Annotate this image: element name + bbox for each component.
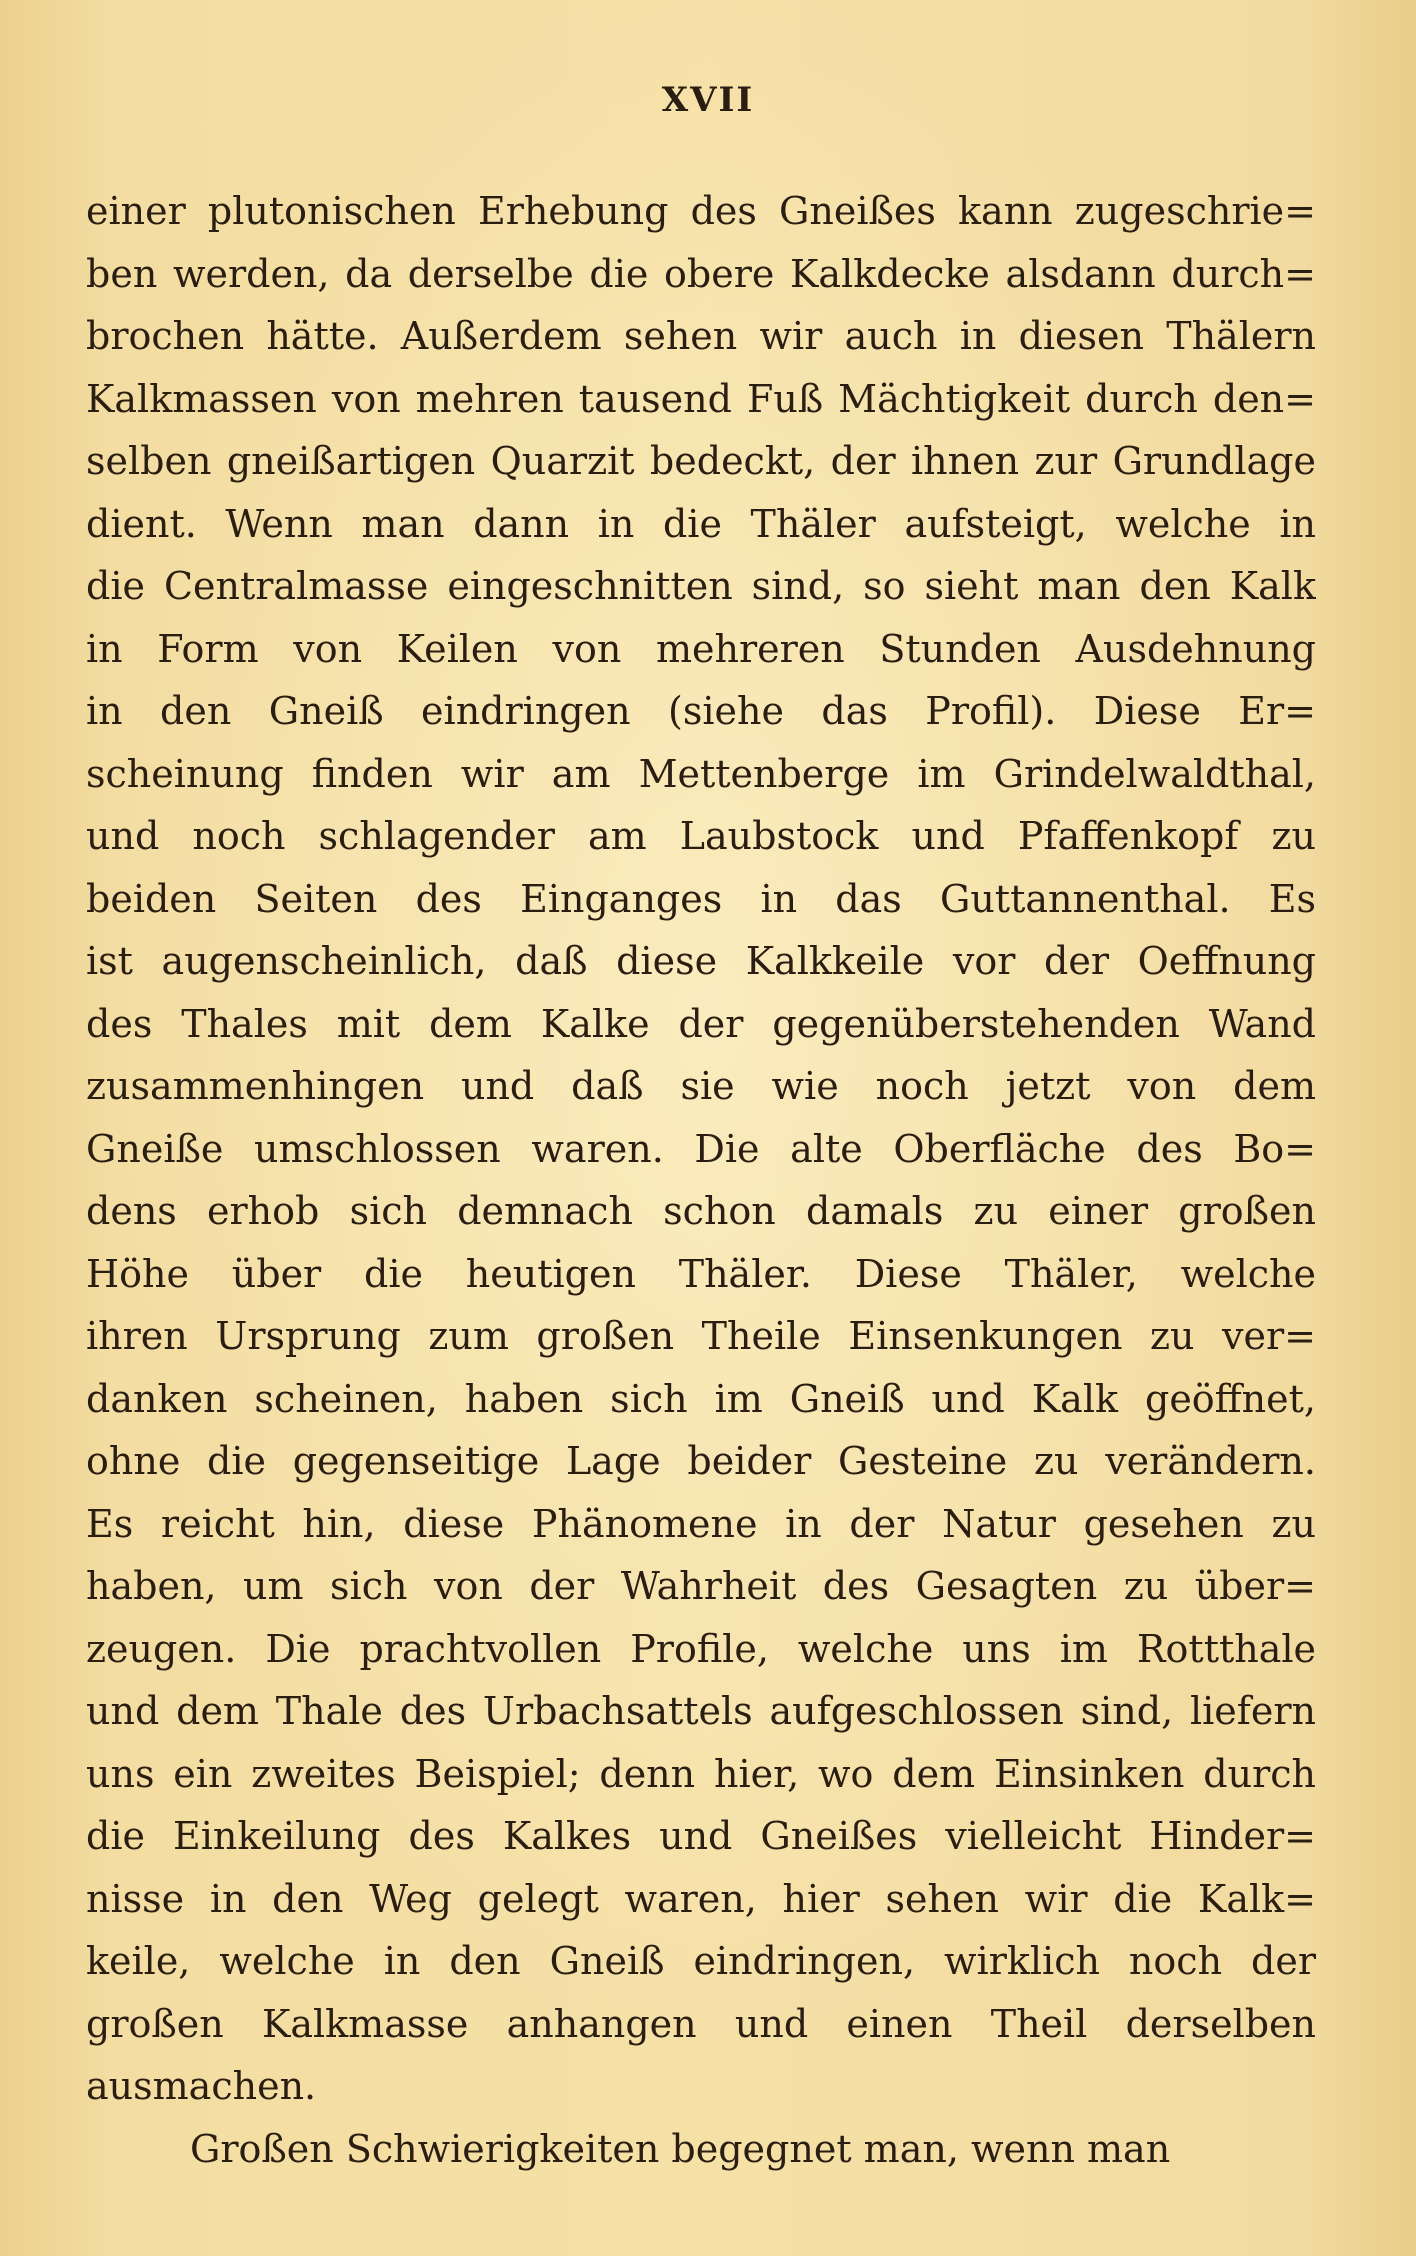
text-line: ben werden, da derselbe die obere Kalkdecke alsdann durch=: [86, 251, 1316, 296]
text-line: ihren Ursprung zum großen Theile Einsenkungen zu ver=: [86, 1314, 1316, 1358]
text-line: scheinung finden wir am Mettenberge im Grindelwaldthal,: [86, 751, 1316, 796]
text-line: einer plutonischen Erhebung des Gneißes kann zugeschrie=: [86, 189, 1316, 233]
text-line: uns ein zweites Beispiel; denn hier, wo dem Einsinken durch: [86, 1751, 1316, 1796]
text-line: Es reicht hin, diese Phänomene in der Natur gesehen zu: [86, 1501, 1316, 1546]
text-line: nisse in den Weg gelegt waren, hier sehen wir die Kalk=: [86, 1876, 1316, 1921]
text-line: brochen hätte. Außerdem sehen wir auch in diesen Thälern: [86, 314, 1316, 358]
text-line: zeugen. Die prachtvollen Profile, welche uns im Rottthale: [86, 1626, 1316, 1671]
text-line: danken scheinen, haben sich im Gneiß und Kalk geöffnet,: [86, 1376, 1316, 1421]
text-line: zusammenhingen und daß sie wie noch jetzt von dem: [86, 1064, 1316, 1108]
text-line: Höhe über die heutigen Thäler. Diese Thäler, welche: [86, 1251, 1316, 1296]
text-line: Gneiße umschlossen waren. Die alte Oberfläche des Bo=: [86, 1126, 1316, 1171]
text-line: selben gneißartigen Quarzit bedeckt, der ihnen zur Grundlage: [86, 439, 1316, 483]
body-text: [86, 180, 1316, 2180]
text-line: und noch schlagender am Laubstock und Pfaffenkopf zu: [86, 814, 1316, 858]
text-line: in den Gneiß eindringen (siehe das Profil). Diese Er=: [86, 689, 1316, 733]
page-number: XVII: [661, 80, 755, 120]
text-line: ohne die gegenseitige Lage beider Gesteine zu verändern.: [86, 1439, 1316, 1483]
text-line: Kalkmassen von mehren tausend Fuß Mächtigkeit durch den=: [86, 376, 1316, 421]
text-line: und dem Thale des Urbachsattels aufgeschlossen sind, liefern: [86, 1689, 1316, 1733]
text-line: keile, welche in den Gneiß eindringen, wirklich noch der: [86, 1939, 1316, 1983]
text-line: ist augenscheinlich, daß diese Kalkkeile vor der Oeffnung: [86, 939, 1316, 983]
text-line: des Thales mit dem Kalke der gegenüberstehenden Wand: [86, 1001, 1316, 1046]
text-line: die Centralmasse eingeschnitten sind, so sieht man den Kalk: [86, 564, 1316, 608]
text-line: dient. Wenn man dann in die Thäler aufsteigt, welche in: [86, 501, 1316, 546]
text-line: haben, um sich von der Wahrheit des Gesagten zu über=: [86, 1564, 1316, 1608]
paragraph-start-line: Großen Schwierigkeiten begegnet man, wenn man: [190, 2126, 1171, 2171]
text-line: beiden Seiten des Einganges in das Guttannenthal. Es: [86, 876, 1316, 921]
text-line: großen Kalkmasse anhangen und einen Theil derselben: [86, 2001, 1316, 2046]
text-line: dens erhob sich demnach schon damals zu einer großen: [86, 1189, 1316, 1233]
text-line: die Einkeilung des Kalkes und Gneißes vielleicht Hinder=: [86, 1814, 1316, 1858]
text-line: ausmachen.: [86, 2064, 317, 2108]
text-line: in Form von Keilen von mehreren Stunden Ausdehnung: [86, 626, 1316, 671]
